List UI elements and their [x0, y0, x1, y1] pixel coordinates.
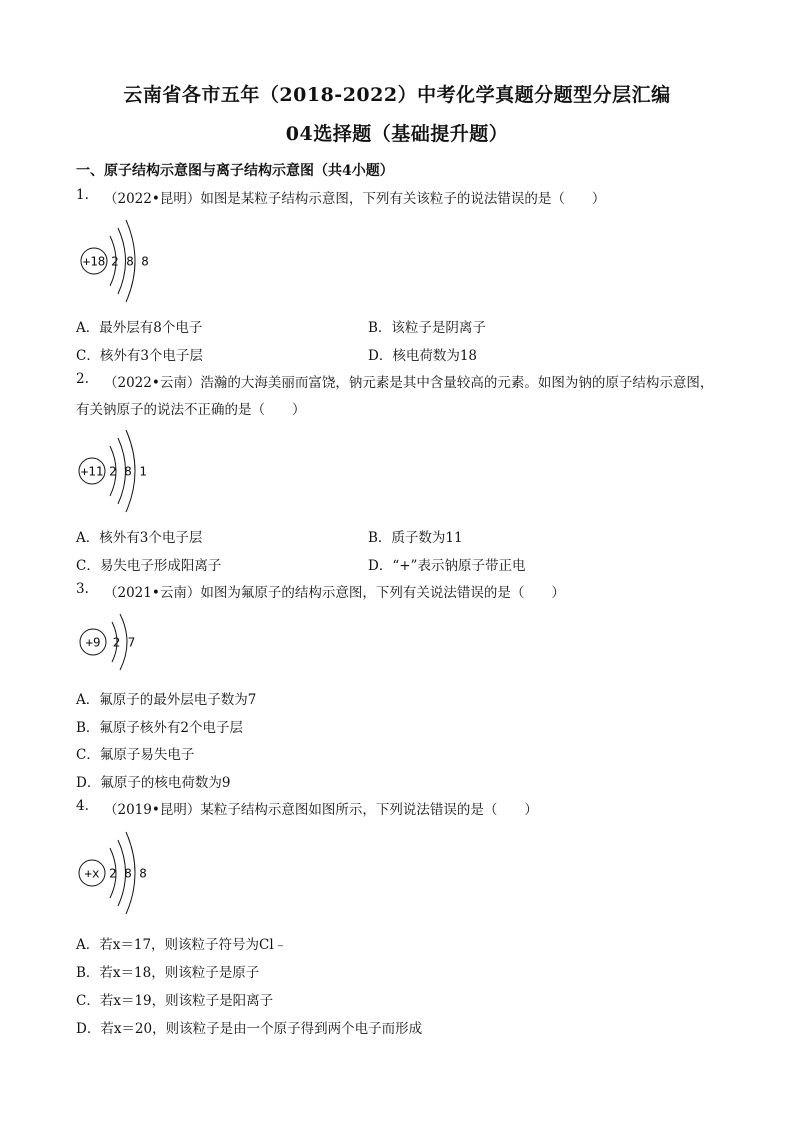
electron-counts: 2 8 8: [109, 865, 147, 881]
document-subtitle: 04选择题（基础提升题）: [285, 123, 509, 145]
option-b: B．氟原子核外有2个电子层: [76, 720, 244, 736]
nucleus-charge: +x: [84, 865, 100, 881]
option-a: A．核外有3个电子层: [76, 530, 203, 546]
nucleus-charge: +11: [80, 463, 104, 479]
atomic-structure-diagram: [76, 610, 146, 676]
option-b: B．该粒子是阴离子: [368, 320, 486, 336]
option-c: C．易失电子形成阳离子: [76, 558, 222, 574]
question-stem: （2022•昆明）如图是某粒子结构示意图，下列有关该粒子的说法错误的是（ ）: [104, 191, 606, 207]
atomic-structure-diagram: [76, 424, 166, 514]
question-stem: （2019•昆明）某粒子结构示意图如图所示，下列说法错误的是（ ）: [104, 802, 538, 818]
option-d: D．若x＝20，则该粒子是由一个原子得到两个电子而形成: [76, 1021, 423, 1037]
option-c: C．氟原子易失电子: [76, 747, 195, 763]
option-d: D．核电荷数为18: [368, 348, 478, 364]
option-d: D．氟原子的核电荷数为9: [76, 775, 231, 791]
option-a: A．氟原子的最外层电子数为7: [76, 692, 257, 708]
question-number: 1.: [76, 187, 89, 203]
question-stem-continued: 有关钠原子的说法不正确的是（ ）: [76, 402, 306, 418]
document-title: 云南省各市五年（2018-2022）中考化学真题分题型分层汇编: [123, 84, 671, 106]
nucleus-charge: +18: [82, 253, 106, 269]
option-c: C．核外有3个电子层: [76, 348, 203, 364]
question-number: 3.: [76, 581, 89, 597]
option-c: C．若x＝19，则该粒子是阳离子: [76, 993, 274, 1009]
option-b: B．若x＝18，则该粒子是原子: [76, 965, 260, 981]
atomic-structure-diagram: [76, 214, 166, 304]
option-a: A．若x＝17，则该粒子符号为Cl﹣: [76, 937, 288, 953]
question-stem: （2022•云南）浩瀚的大海美丽而富饶，钠元素是其中含量较高的元素。如图为钠的原子结构示意图，: [104, 375, 714, 391]
question-number: 2.: [76, 371, 89, 387]
question-number: 4.: [76, 798, 89, 814]
option-d: D．“+”表示钠原子带正电: [368, 558, 526, 574]
option-b: B．质子数为11: [368, 530, 463, 546]
electron-counts: 2 8 1: [109, 463, 147, 479]
option-a: A．最外层有8个电子: [76, 320, 203, 336]
question-stem: （2021•云南）如图为氟原子的结构示意图，下列有关说法错误的是（ ）: [104, 585, 565, 601]
electron-counts: 2 8 8: [111, 253, 149, 269]
electron-counts: 2 7: [112, 634, 136, 650]
atomic-structure-diagram: [76, 826, 166, 916]
section-heading: 一、原子结构示意图与离子结构示意图（共4小题）: [76, 163, 394, 179]
nucleus-charge: +9: [85, 634, 101, 650]
